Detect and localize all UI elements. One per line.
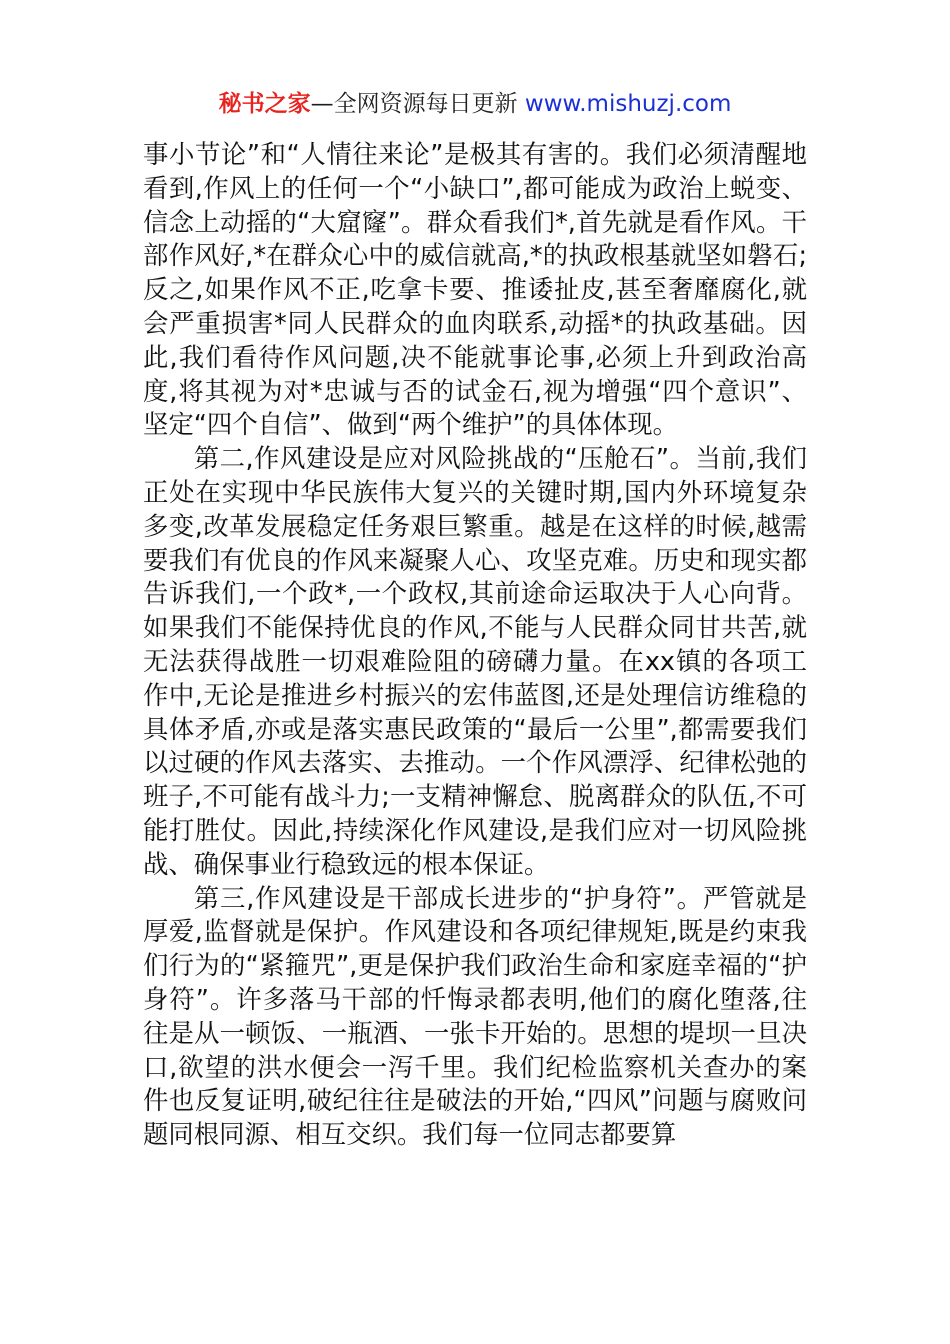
paragraph-continued: 事小节论”和“人情往来论”是极其有害的。我们必须清醒地看到,作风上的任何一个“小缺口”,都可能成为政治上蜕变、信念上动摇的“大窟窿”。群众看我们*,首先就是看作风。干部作风好,*在群众心中的威信就高,*的执政根基就坚如磐石;反之,如果作风不正,吃拿卡要、推诿扯皮,甚至奢靡腐化,就会严重损害*同人民群众的血肉联系,动摇*的执政基础。因此,我们看待作风问题,决不能就事论事,必须上升到政治高度,将其视为对*忠诚与否的试金石,视为增强“四个意识”、坚定“四个自信”、做到“两个维护”的具体体现。 [143,139,807,440]
site-url-link[interactable]: www.mishuzj.com [524,91,732,117]
document-body [143,138,807,1152]
site-brand: 秘书之家 [218,91,311,117]
page-header [0,88,950,120]
paragraph-third-point: 第三,作风建设是干部成长进步的“护身符”。严管就是厚爱,监督就是保护。作风建设和各项纪律规矩,既是约束我们行为的“紧箍咒”,更是保护我们政治生命和家庭幸福的“护身符”。许多落马干部的忏悔录都表明,他们的腐化堕落,往往是从一顿饭、一瓶酒、一张卡开始的。思想的堤坝一旦决口,欲望的洪水便会一泻千里。我们纪检监察机关查办的案件也反复证明,破纪往往是破法的开始,“四风”问题与腐败问题同根同源、相互交织。我们每一位同志都要算 [143,882,807,1150]
paragraph-second-point: 第二,作风建设是应对风险挑战的“压舱石”。当前,我们正处在实现中华民族伟大复兴的关键时期,国内外环境复杂多变,改革发展稳定任务艰巨繁重。越是在这样的时候,越需要我们有优良的作风来凝聚人心、攻坚克难。历史和现实都告诉我们,一个政*,一个政权,其前途命运取决于人心向背。如果我们不能保持优良的作风,不能与人民群众同甘共苦,就无法获得战胜一切艰难险阻的磅礴力量。在xx镇的各项工作中,无论是推进乡村振兴的宏伟蓝图,还是处理信访维稳的具体矛盾,亦或是落实惠民政策的“最后一公里”,都需要我们以过硬的作风去落实、去推动。一个作风漂浮、纪律松弛的班子,不可能有战斗力;一支精神懈怠、脱离群众的队伍,不可能打胜仗。因此,持续深化作风建设,是我们应对一切风险挑战、确保事业行稳致远的根本保证。 [143,443,807,879]
site-slogan: —全网资源每日更新 [310,91,518,117]
